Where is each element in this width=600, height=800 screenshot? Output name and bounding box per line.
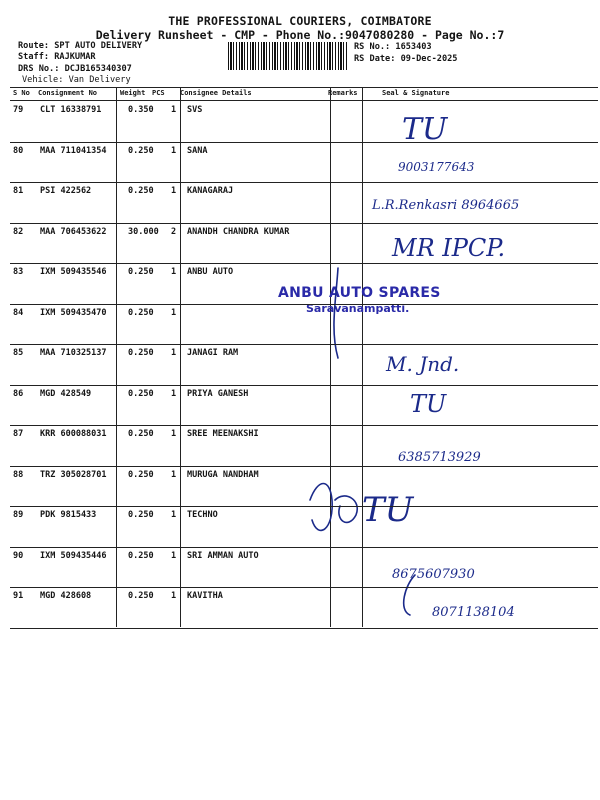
vehicle-label: Vehicle: Van Delivery [22,75,131,85]
row-weight: 0.350 [128,105,154,115]
col-header-consignee: Consignee Details [180,89,252,97]
row-separator [10,506,598,507]
drs-label: DRS No.: DCJB165340307 [18,64,132,74]
handwriting-row87: 6385713929 [398,450,481,465]
row-separator [10,304,598,305]
row-separator [10,628,598,629]
row-consignee: SREE MEENAKSHI [187,429,259,439]
row-weight: 0.250 [128,591,154,601]
row-consignment: IXM 509435546 [40,267,107,277]
row-consignee: MURUGA NANDHAM [187,469,259,480]
row-weight: 0.250 [128,348,154,358]
row-separator [10,182,598,183]
col-header-pcs: PCS [152,89,165,97]
row-consignment: MGD 428608 [40,591,92,601]
row-weight: 0.250 [128,469,154,480]
row-pcs: 2 [171,226,177,237]
signature-stroke [335,496,357,522]
row-consignment: PDK 9815433 [40,510,97,520]
row-consignment: PSI 422562 [40,186,92,196]
handwriting-row89: TU [362,490,414,530]
row-pcs: 1 [171,186,177,196]
stamp-location: Saravanampatti. [306,302,410,315]
row-consignee: JANAGI RAM [187,348,239,358]
row-sno: 82 [13,226,24,237]
row-sno: 85 [13,348,24,358]
row-consignee: KAVITHA [187,591,223,601]
row-weight: 0.250 [128,429,154,439]
row-weight: 0.250 [128,267,154,277]
row-pcs: 1 [171,105,177,115]
col-header-remarks: Remarks [328,89,358,97]
col-header-weight: Weight [120,89,146,97]
rs-date: RS Date: 09-Dec-2025 [354,53,458,64]
row-pcs: 1 [171,510,177,520]
handwriting-row79-phone: 9003177643 [398,160,475,174]
runsheet-title: Delivery Runsheet - CMP - Phone No.:9047080280 - Page No.:7 [95,28,505,42]
row-pcs: 1 [171,388,177,399]
row-pcs: 1 [171,348,177,358]
row-separator [10,263,598,264]
row-consignee: SANA [187,145,208,156]
row-weight: 0.250 [128,186,154,196]
row-weight: 0.250 [128,510,154,520]
handwriting-row85: M. Jnd. [386,352,460,376]
row-consignee: ANBU AUTO [187,267,234,277]
row-sno: 89 [13,510,24,520]
handwriting-row81: L.R.Renkasri 8964665 [372,198,520,213]
row-weight: 0.250 [128,145,154,156]
row-weight: 0.250 [128,550,154,561]
col-header-sno: S No [13,89,30,97]
row-sno: 88 [13,469,24,480]
row-consignment: TRZ 305028701 [40,469,107,480]
row-pcs: 1 [171,429,177,439]
row-sno: 86 [13,388,24,399]
row-sno: 83 [13,267,24,277]
route-label: Route: SPT AUTO DELIVERY [18,41,143,51]
row-pcs: 1 [171,307,177,318]
row-sno: 90 [13,550,24,561]
row-sno: 87 [13,429,24,439]
row-separator [10,587,598,588]
row-sno: 84 [13,307,24,318]
row-separator [10,425,598,426]
row-consignment: MAA 711041354 [40,145,107,156]
row-separator [10,142,598,143]
row-separator [10,344,598,345]
col-header-seal: Seal & Signature [382,89,450,97]
col-header-consignment: Consignment No [38,89,98,97]
row-consignment: IXM 509435446 [40,550,107,561]
row-pcs: 1 [171,267,177,277]
row-consignment: MAA 710325137 [40,348,107,358]
row-sno: 81 [13,186,24,196]
row-weight: 0.250 [128,307,154,318]
row-separator [10,466,598,467]
row-consignment: CLT 16338791 [40,105,102,115]
row-consignee: SVS [187,105,203,115]
row-consignment: IXM 509435470 [40,307,107,318]
handwriting-row90: 8675607930 [392,567,475,582]
row-pcs: 1 [171,145,177,156]
row-consignee: TECHNO [187,510,218,520]
row-separator [10,385,598,386]
row-pcs: 1 [171,469,177,480]
row-separator [10,547,598,548]
company-title: THE PROFESSIONAL COURIERS, COIMBATORE [168,14,432,28]
handwriting-row86: TU [410,390,447,418]
row-pcs: 1 [171,550,177,561]
row-consignment: MGD 428549 [40,388,92,399]
staff-label: Staff: RAJKUMAR [18,52,96,62]
row-consignee: ANANDH CHANDRA KUMAR [187,226,290,237]
handwriting-row82: MR IPCP. [392,234,506,262]
stamp-company-name: ANBU AUTO SPARES [278,285,441,301]
row-sno: 91 [13,591,24,601]
row-weight: 0.250 [128,388,154,399]
row-consignment: MAA 706453622 [40,226,107,237]
row-consignee: KANAGARAJ [187,186,234,196]
row-weight: 30.000 [128,226,159,237]
row-consignment: KRR 600088031 [40,429,107,439]
row-consignee: PRIYA GANESH [187,388,249,399]
row-pcs: 1 [171,591,177,601]
row-sno: 79 [13,105,24,115]
handwriting-row91: 8071138104 [432,605,515,620]
row-separator [10,223,598,224]
handwriting-row79: TU [402,112,448,147]
row-sno: 80 [13,145,24,156]
row-consignee: SRI AMMAN AUTO [187,550,259,561]
rs-number: RS No.: 1653403 [354,42,432,52]
